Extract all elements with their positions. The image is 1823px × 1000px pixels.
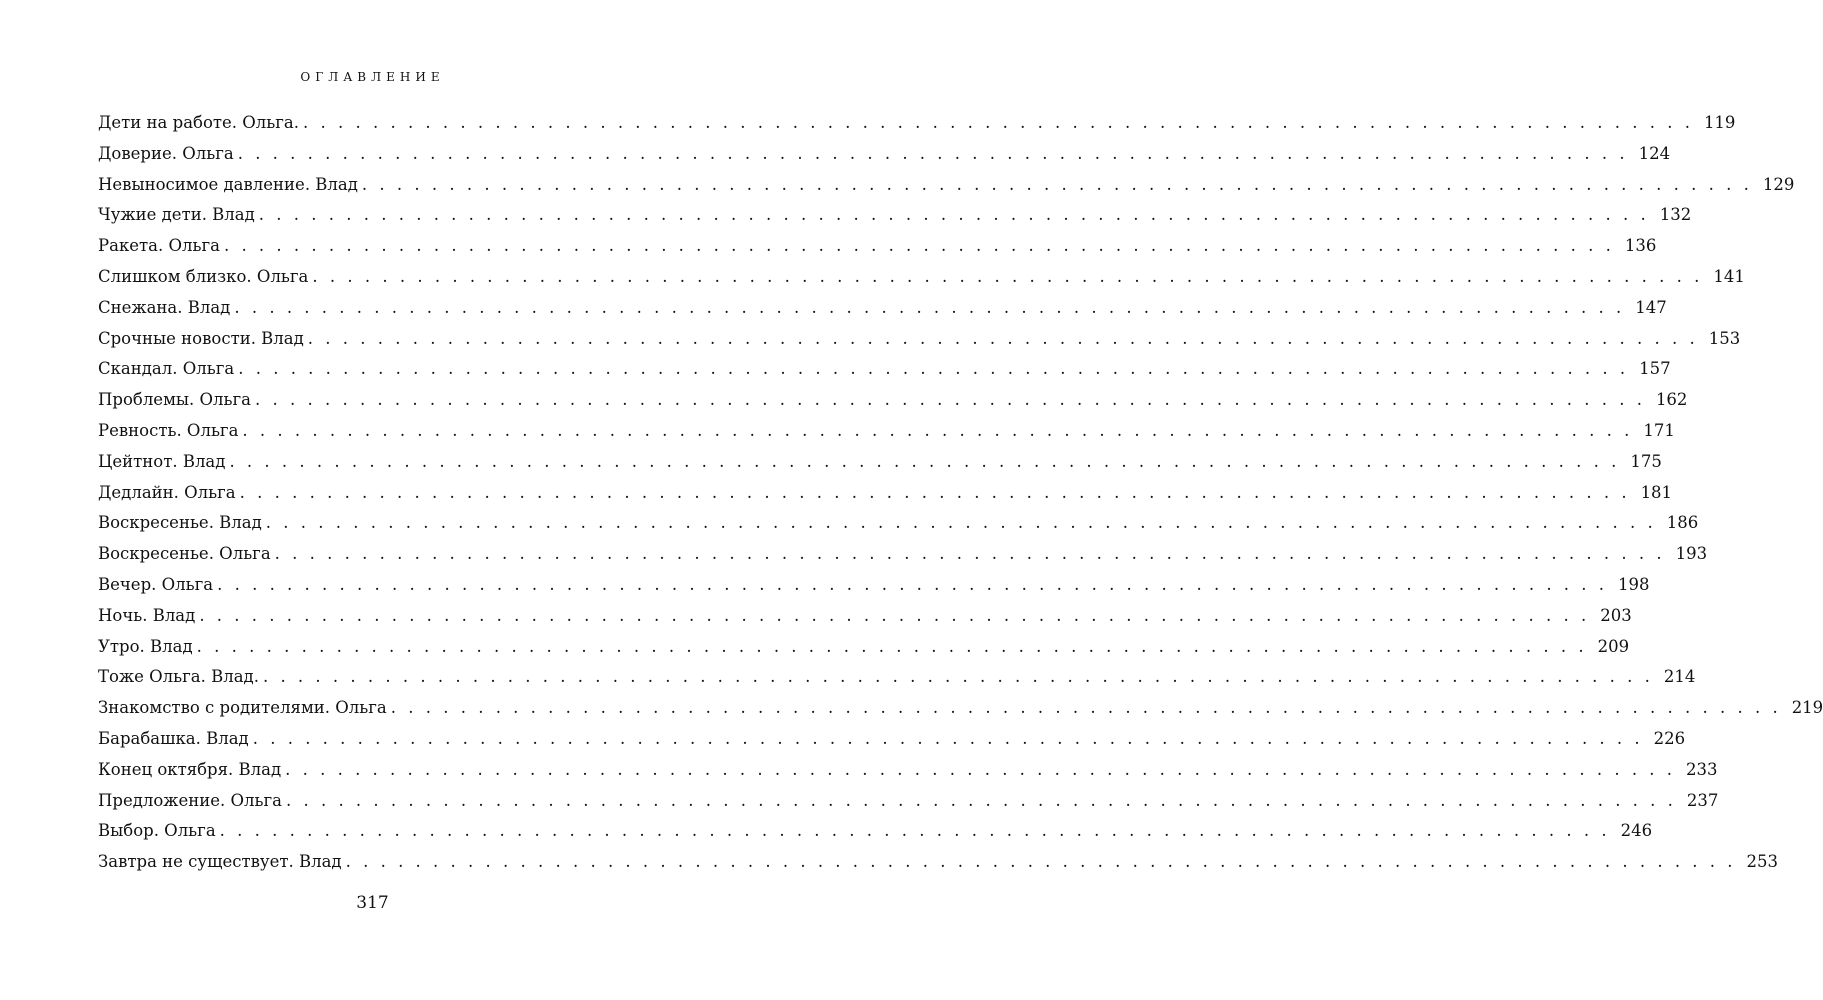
- toc-entry-page: 119: [1703, 113, 1736, 132]
- toc-entry-page: 132: [1659, 205, 1692, 225]
- dot-leader: . . . . . . . . . . . . . . . . . . . . . . . . . . . . . . . . . . . . . . . . . . . . . . . . . . . . . . . . . . . . . . . . . . . . . . . . . . . . . . . .: [196, 636, 1588, 656]
- toc-entry: [98, 847, 1779, 878]
- toc-entry-page: 136: [1624, 236, 1657, 256]
- toc-entry-title: Завтра не существует. Влад: [98, 852, 342, 872]
- toc-entry-title: Ракета. Ольга: [98, 236, 220, 256]
- dot-leader: . . . . . . . . . . . . . . . . . . . . . . . . . . . . . . . . . . . . . . . . . . . . . . . . . . . . . . . . . . . . . . . . . . . . . . . . . . . . . . . .: [303, 113, 1694, 132]
- dot-leader: . . . . . . . . . . . . . . . . . . . . . . . . . . . . . . . . . . . . . . . . . . . . . . . . . . . . . . . . . . . . . . . . . . . . . . . . . . . . . . . .: [252, 728, 1644, 748]
- toc-entry-page: 219: [1791, 698, 1823, 718]
- toc-entry-title: Выбор. Ольга: [98, 821, 216, 841]
- table-of-contents: [98, 108, 1823, 878]
- dot-leader: . . . . . . . . . . . . . . . . . . . . . . . . . . . . . . . . . . . . . . . . . . . . . . . . . . . . . . . . . . . . . . . . . . . . . . . . . . . . . . . .: [223, 236, 1615, 256]
- toc-entry: [98, 601, 1632, 632]
- toc-heading: ОГЛАВЛЕНИЕ: [300, 70, 445, 84]
- page-number: 317: [356, 893, 389, 913]
- toc-entry: [98, 139, 1671, 170]
- toc-entry-title: Ночь. Влад: [98, 605, 196, 625]
- dot-leader: . . . . . . . . . . . . . . . . . . . . . . . . . . . . . . . . . . . . . . . . . . . . . . . . . . . . . . . . . . . . . . . . . . . . . . . . . . . . . . . .: [219, 821, 1611, 841]
- toc-entry-title: Снежана. Влад: [98, 297, 231, 317]
- toc-entry: [98, 170, 1795, 201]
- toc-entry-title: Тоже Ольга. Влад.: [98, 667, 259, 687]
- toc-entry-page: 175: [1630, 451, 1662, 471]
- toc-entry: [98, 786, 1719, 817]
- toc-entry: [98, 108, 1736, 139]
- dot-leader: . . . . . . . . . . . . . . . . . . . . . . . . . . . . . . . . . . . . . . . . . . . . . . . . . . . . . . . . . . . . . . . . . . . . . . . . . . . . . . . .: [262, 667, 1654, 687]
- toc-entry: [98, 570, 1650, 601]
- toc-entry-page: 198: [1618, 574, 1650, 594]
- toc-entry: [98, 816, 1653, 847]
- toc-entry-title: Проблемы. Ольга: [98, 390, 251, 410]
- toc-entry-title: Скандал. Ольга: [98, 359, 235, 379]
- toc-entry-title: Слишком близко. Ольга: [98, 266, 309, 286]
- dot-leader: . . . . . . . . . . . . . . . . . . . . . . . . . . . . . . . . . . . . . . . . . . . . . . . . . . . . . . . . . . . . . . . . . . . . . . . . . . . . . . . .: [239, 482, 1631, 502]
- toc-entry-page: 214: [1663, 667, 1696, 687]
- dot-leader: . . . . . . . . . . . . . . . . . . . . . . . . . . . . . . . . . . . . . . . . . . . . . . . . . . . . . . . . . . . . . . . . . . . . . . . . . . . . . . . .: [229, 451, 1620, 471]
- toc-entry-page: 246: [1620, 821, 1653, 841]
- dot-leader: . . . . . . . . . . . . . . . . . . . . . . . . . . . . . . . . . . . . . . . . . . . . . . . . . . . . . . . . . . . . . . . . . . . . . . . . . . . . . . . .: [285, 759, 1676, 779]
- toc-entry-page: 253: [1746, 852, 1779, 872]
- dot-leader: . . . . . . . . . . . . . . . . . . . . . . . . . . . . . . . . . . . . . . . . . . . . . . . . . . . . . . . . . . . . . . . . . . . . . . . . . . . . . . . .: [345, 852, 1737, 872]
- dot-leader: . . . . . . . . . . . . . . . . . . . . . . . . . . . . . . . . . . . . . . . . . . . . . . . . . . . . . . . . . . . . . . . . . . . . . . . . . . . . . . . .: [234, 297, 1625, 317]
- dot-leader: . . . . . . . . . . . . . . . . . . . . . . . . . . . . . . . . . . . . . . . . . . . . . . . . . . . . . . . . . . . . . . . . . . . . . . . . . . . . . . . .: [255, 390, 1646, 410]
- toc-entry: [98, 632, 1630, 663]
- toc-entry-title: Доверие. Ольга: [98, 143, 234, 163]
- toc-entry: [98, 478, 1673, 509]
- dot-leader: . . . . . . . . . . . . . . . . . . . . . . . . . . . . . . . . . . . . . . . . . . . . . . . . . . . . . . . . . . . . . . . . . . . . . . . . . . . . . . . .: [312, 266, 1703, 286]
- toc-entry: [98, 262, 1745, 293]
- toc-entry: [98, 354, 1671, 385]
- toc-entry-page: 233: [1686, 759, 1718, 779]
- toc-entry: [98, 724, 1686, 755]
- toc-entry-title: Дедлайн. Ольга: [98, 482, 236, 502]
- toc-entry: [98, 447, 1662, 478]
- dot-leader: . . . . . . . . . . . . . . . . . . . . . . . . . . . . . . . . . . . . . . . . . . . . . . . . . . . . . . . . . . . . . . . . . . . . . . . . . . . . . . . .: [242, 420, 1633, 440]
- dot-leader: . . . . . . . . . . . . . . . . . . . . . . . . . . . . . . . . . . . . . . . . . . . . . . . . . . . . . . . . . . . . . . . . . . . . . . . . . . . . . . . .: [265, 513, 1657, 533]
- dot-leader: . . . . . . . . . . . . . . . . . . . . . . . . . . . . . . . . . . . . . . . . . . . . . . . . . . . . . . . . . . . . . . . . . . . . . . . . . . . . . . . .: [238, 359, 1629, 379]
- toc-entry-page: 141: [1713, 266, 1745, 286]
- toc-entry-title: Срочные новости. Влад: [98, 328, 304, 348]
- toc-entry: [98, 293, 1667, 324]
- dot-leader: . . . . . . . . . . . . . . . . . . . . . . . . . . . . . . . . . . . . . . . . . . . . . . . . . . . . . . . . . . . . . . . . . . . . . . . . . . . . . . . .: [258, 205, 1650, 225]
- toc-entry: [98, 693, 1823, 724]
- toc-entry: [98, 662, 1696, 693]
- toc-entry-page: 124: [1638, 143, 1671, 163]
- toc-entry-page: 203: [1600, 605, 1632, 625]
- toc-entry: [98, 385, 1688, 416]
- toc-entry-title: Чужие дети. Влад: [98, 205, 255, 225]
- toc-entry-page: 186: [1666, 513, 1699, 533]
- toc-entry-title: Барабашка. Влад: [98, 728, 249, 748]
- toc-entry-title: Невыносимое давление. Влад: [98, 174, 358, 194]
- toc-entry: [98, 200, 1692, 231]
- toc-entry-title: Цейтнот. Влад: [98, 451, 226, 471]
- dot-leader: . . . . . . . . . . . . . . . . . . . . . . . . . . . . . . . . . . . . . . . . . . . . . . . . . . . . . . . . . . . . . . . . . . . . . . . . . . . . . . . .: [361, 174, 1753, 194]
- toc-entry: [98, 416, 1675, 447]
- toc-entry-page: 237: [1686, 790, 1719, 810]
- toc-entry-page: 162: [1655, 390, 1688, 410]
- dot-leader: . . . . . . . . . . . . . . . . . . . . . . . . . . . . . . . . . . . . . . . . . . . . . . . . . . . . . . . . . . . . . . . . . . . . . . . . . . . . . . . .: [217, 574, 1608, 594]
- toc-entry-page: 209: [1597, 636, 1630, 656]
- dot-leader: . . . . . . . . . . . . . . . . . . . . . . . . . . . . . . . . . . . . . . . . . . . . . . . . . . . . . . . . . . . . . . . . . . . . . . . . . . . . . . . .: [307, 328, 1699, 348]
- toc-entry: [98, 508, 1699, 539]
- toc-entry: [98, 755, 1718, 786]
- toc-entry-page: 129: [1762, 174, 1795, 194]
- toc-entry: [98, 539, 1708, 570]
- toc-entry-page: 181: [1640, 482, 1673, 502]
- toc-entry-page: 147: [1635, 297, 1667, 317]
- toc-entry-title: Знакомство с родителями. Ольга: [98, 698, 387, 718]
- toc-entry-title: Воскресенье. Влад: [98, 513, 262, 533]
- dot-leader: . . . . . . . . . . . . . . . . . . . . . . . . . . . . . . . . . . . . . . . . . . . . . . . . . . . . . . . . . . . . . . . . . . . . . . . . . . . . . . . .: [199, 605, 1590, 625]
- toc-entry-title: Утро. Влад: [98, 636, 193, 656]
- toc-entry-page: 157: [1639, 359, 1671, 379]
- dot-leader: . . . . . . . . . . . . . . . . . . . . . . . . . . . . . . . . . . . . . . . . . . . . . . . . . . . . . . . . . . . . . . . . . . . . . . . . . . . . . . . .: [274, 544, 1666, 564]
- toc-entry-title: Вечер. Ольга: [98, 574, 214, 594]
- toc-entry: [98, 231, 1657, 262]
- toc-entry-title: Ревность. Ольга: [98, 420, 239, 440]
- toc-entry-page: 226: [1653, 728, 1686, 748]
- toc-entry-page: 171: [1643, 420, 1675, 440]
- toc-entry: [98, 324, 1741, 355]
- dot-leader: . . . . . . . . . . . . . . . . . . . . . . . . . . . . . . . . . . . . . . . . . . . . . . . . . . . . . . . . . . . . . . . . . . . . . . . . . . . . . . . .: [285, 790, 1677, 810]
- toc-entry-title: Предложение. Ольга: [98, 790, 282, 810]
- toc-entry-page: 193: [1675, 544, 1708, 564]
- dot-leader: . . . . . . . . . . . . . . . . . . . . . . . . . . . . . . . . . . . . . . . . . . . . . . . . . . . . . . . . . . . . . . . . . . . . . . . . . . . . . . . .: [390, 698, 1782, 718]
- toc-entry-title: Конец октября. Влад: [98, 759, 282, 779]
- toc-entry-page: 153: [1708, 328, 1741, 348]
- toc-entry-title: Воскресенье. Ольга: [98, 544, 271, 564]
- toc-entry-title: Дети на работе. Ольга.: [98, 113, 299, 132]
- dot-leader: . . . . . . . . . . . . . . . . . . . . . . . . . . . . . . . . . . . . . . . . . . . . . . . . . . . . . . . . . . . . . . . . . . . . . . . . . . . . . . . .: [237, 143, 1629, 163]
